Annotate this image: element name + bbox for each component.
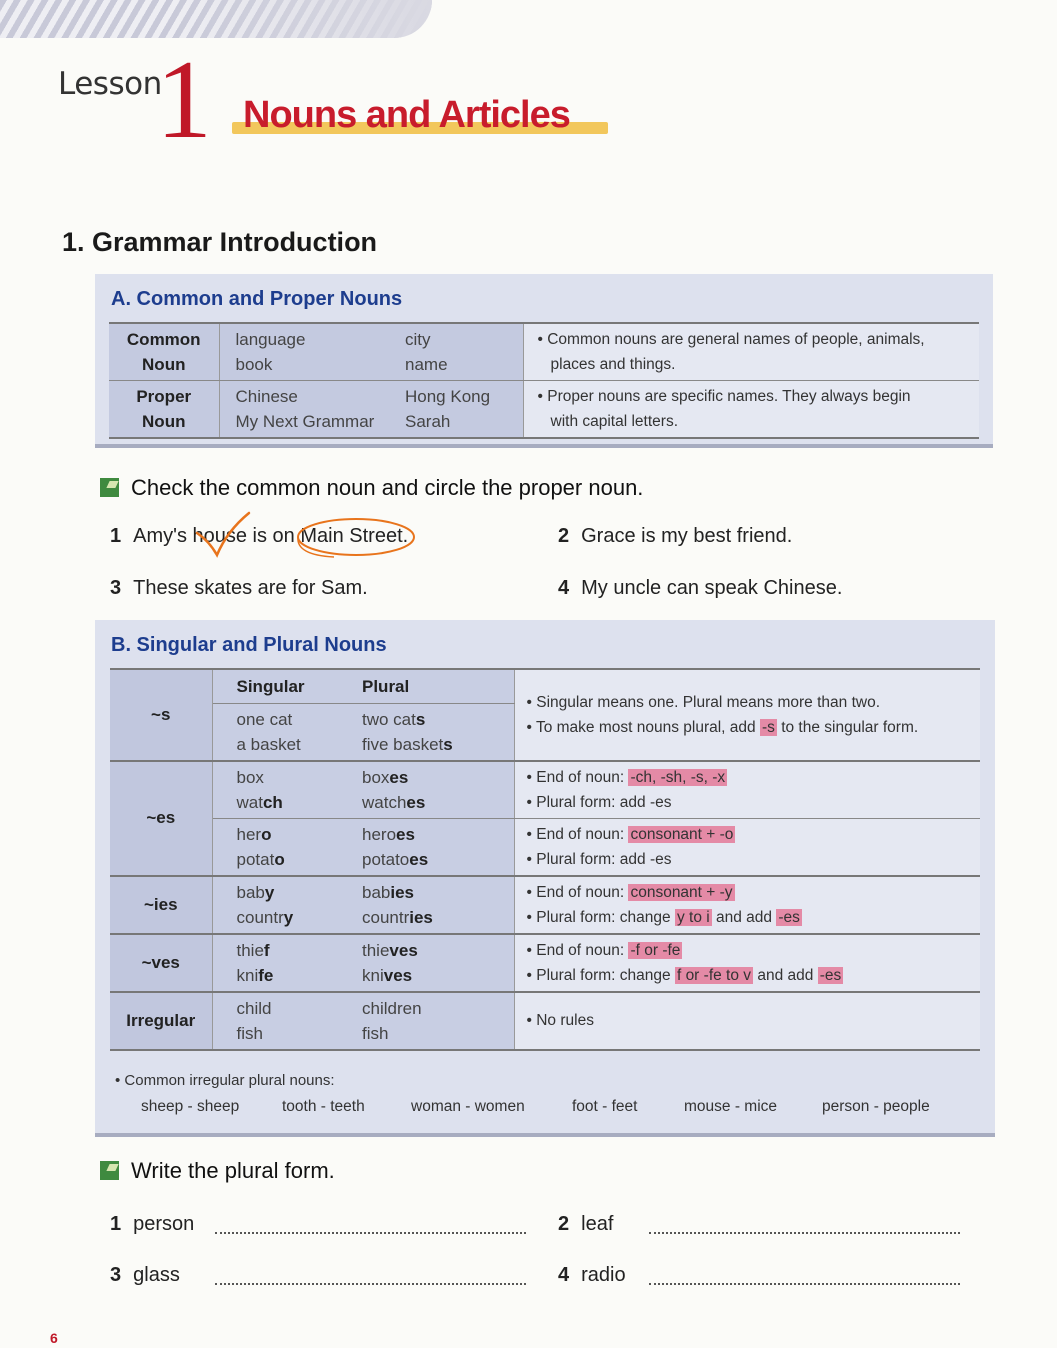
circle-mark-icon <box>294 515 418 563</box>
exercise-box-icon <box>100 478 119 497</box>
example-word: Chinese <box>235 387 298 406</box>
list-item: person - people <box>822 1098 930 1115</box>
lesson-title-block <box>232 94 608 138</box>
word: fish <box>236 1023 263 1043</box>
word: hero <box>362 824 397 844</box>
highlight: -ch, -sh, -s, -x <box>630 768 726 786</box>
word: watch <box>362 792 407 812</box>
rule-line: • Common nouns are general names of people, animals, <box>537 331 925 348</box>
exercise-2-item-4 <box>558 1264 626 1287</box>
word: child <box>236 998 272 1018</box>
list-item: sheep - sheep <box>141 1098 240 1115</box>
singular-plural-table <box>110 668 980 1051</box>
singular-cell <box>212 934 362 992</box>
lesson-title: Nouns and Articles <box>243 94 570 136</box>
word: kni <box>362 965 384 985</box>
highlight: -f or -fe <box>630 941 681 959</box>
word: radio <box>581 1264 626 1286</box>
sentence: These skates are for Sam. <box>133 577 368 599</box>
check-mark-icon <box>192 511 251 559</box>
answer-line[interactable] <box>649 1232 960 1234</box>
ending: ch <box>262 792 283 812</box>
word: her <box>236 824 262 844</box>
word: kni <box>236 965 259 985</box>
circled-word-text: Main Street <box>300 525 403 547</box>
rule-note <box>514 818 980 876</box>
top-decorative-band <box>0 0 432 38</box>
word: thie <box>362 940 390 960</box>
list-item: tooth - teeth <box>282 1098 365 1115</box>
rule-line: and add <box>753 966 818 984</box>
exercise-2-item-2 <box>558 1213 613 1236</box>
category-cell: ~es <box>110 761 212 876</box>
table-row <box>110 934 980 992</box>
word: bab <box>362 882 391 902</box>
rule-line: • Plural form: change <box>526 966 675 984</box>
common-proper-nouns-panel <box>95 274 993 448</box>
singular-cell <box>212 761 362 819</box>
ending: f <box>263 940 270 960</box>
plural-cell <box>362 703 514 761</box>
category-cell: ~s <box>110 669 212 761</box>
ending: ves <box>383 965 413 985</box>
irregular-list <box>141 1098 981 1122</box>
sentence-part: . <box>402 525 409 547</box>
exercise-box-icon <box>100 1161 119 1180</box>
rule-note <box>523 323 979 381</box>
circled-word <box>300 525 402 547</box>
panel-a-title: A. Common and Proper Nouns <box>111 288 403 310</box>
example-word: Hong Kong <box>405 387 491 406</box>
ending: o <box>261 824 272 844</box>
highlight: y to i <box>676 908 710 926</box>
column-header-singular: Singular <box>212 669 362 703</box>
rule-line: • Plural form: change <box>526 908 675 926</box>
exercise-1-heading <box>100 475 643 501</box>
list-item: foot - feet <box>572 1098 638 1115</box>
section-heading: 1. Grammar Introduction <box>62 227 378 257</box>
answer-line[interactable] <box>649 1283 960 1285</box>
word: glass <box>133 1264 180 1286</box>
ending: y <box>283 907 294 927</box>
ending: es <box>396 824 415 844</box>
lesson-number: 1 <box>156 38 212 162</box>
checked-word-text: house <box>192 525 247 547</box>
rule-line: • To make most nouns plural, add <box>526 718 760 736</box>
row-header-line: Noun <box>142 355 186 374</box>
rule-line: • End of noun: <box>526 825 629 843</box>
word: box <box>362 767 390 787</box>
highlight: consonant + -y <box>630 883 733 901</box>
sentence: My uncle can speak Chinese. <box>581 577 843 599</box>
exercise-1-item-1 <box>110 525 408 548</box>
highlight: consonant + -o <box>630 825 734 843</box>
example-cell <box>405 323 523 381</box>
rule-note <box>514 934 980 992</box>
checked-word <box>193 525 248 547</box>
row-header <box>109 381 219 439</box>
exercise-1-item-3 <box>110 577 368 600</box>
item-number: 4 <box>558 1264 570 1286</box>
sentence-part: is on <box>247 525 301 547</box>
highlight: -s <box>761 718 775 736</box>
ending: es <box>389 767 409 787</box>
word: fish <box>362 1023 389 1043</box>
rule-line: • End of noun: <box>526 883 629 901</box>
ending: ies <box>409 907 433 927</box>
word: two cat <box>362 709 416 729</box>
table-row <box>110 992 980 1050</box>
item-number: 1 <box>110 525 122 547</box>
word: children <box>362 998 422 1018</box>
ending: ies <box>390 882 415 902</box>
answer-line[interactable] <box>215 1283 526 1285</box>
category-cell: ~ies <box>110 876 212 934</box>
word: thie <box>236 940 264 960</box>
rule-note <box>514 761 980 819</box>
example-cell <box>405 381 523 439</box>
exercise-2-item-1 <box>110 1213 194 1236</box>
word: person <box>133 1213 195 1235</box>
word: a basket <box>236 734 301 754</box>
word: one cat <box>236 709 293 729</box>
example-word: name <box>405 355 448 374</box>
sentence: Grace is my best friend. <box>581 525 793 547</box>
ending: y <box>264 882 275 902</box>
table-row <box>110 876 980 934</box>
rule-line: • Plural form: add -es <box>526 793 672 811</box>
rule-line: • End of noun: <box>526 941 629 959</box>
rule-line: • Proper nouns are specific names. They always begin <box>537 388 911 405</box>
word: box <box>236 767 264 787</box>
singular-cell <box>212 818 362 876</box>
rule-line: • End of noun: <box>526 768 629 786</box>
item-number: 4 <box>558 577 570 599</box>
category-cell: ~ves <box>110 934 212 992</box>
highlight: -es <box>819 966 842 984</box>
example-word: My Next Grammar <box>235 412 375 431</box>
irregular-intro: • Common irregular plural nouns: <box>115 1072 335 1089</box>
list-item: woman - women <box>411 1098 525 1115</box>
table-row <box>109 381 979 439</box>
lesson-word: Lesson <box>58 66 162 102</box>
rule-note <box>514 669 980 761</box>
row-header-line: Proper <box>136 387 192 406</box>
plural-cell <box>362 992 514 1050</box>
rule-line: with capital letters. <box>550 413 678 430</box>
item-number: 3 <box>110 1264 122 1286</box>
ending: s <box>415 709 426 729</box>
word: potato <box>362 849 410 869</box>
example-word: book <box>235 355 273 374</box>
rule-line: and add <box>711 908 777 926</box>
answer-line[interactable] <box>215 1232 526 1234</box>
table-row <box>110 761 980 819</box>
ending: es <box>409 849 429 869</box>
item-number: 3 <box>110 577 122 599</box>
exercise-1-item-4 <box>558 577 842 600</box>
exercise-2-instruction: Write the plural form. <box>131 1158 335 1183</box>
table-row <box>109 323 979 381</box>
word: wat <box>236 792 263 812</box>
singular-cell <box>212 876 362 934</box>
rule-line: to the singular form. <box>776 718 919 736</box>
exercise-1-instruction: Check the common noun and circle the proper noun. <box>131 475 644 500</box>
common-proper-table <box>109 322 979 439</box>
singular-cell <box>212 703 362 761</box>
sentence-part: Amy's <box>133 525 193 547</box>
exercise-2-item-3 <box>110 1264 180 1287</box>
plural-cell <box>362 761 514 819</box>
plural-cell <box>362 934 514 992</box>
column-header-plural: Plural <box>362 669 514 703</box>
word: potat <box>236 849 275 869</box>
category-cell: Irregular <box>110 992 212 1050</box>
rule-note <box>514 876 980 934</box>
rule-line: places and things. <box>550 356 676 373</box>
highlight: f or -fe to v <box>676 966 752 984</box>
table-row <box>110 669 980 703</box>
item-number: 1 <box>110 1213 122 1235</box>
word: leaf <box>581 1213 614 1235</box>
ending: fe <box>258 965 274 985</box>
row-header-line: Common <box>126 330 201 349</box>
item-number: 2 <box>558 525 570 547</box>
word: countr <box>362 907 410 927</box>
exercise-1-item-2 <box>558 525 792 548</box>
item-number: 2 <box>558 1213 570 1235</box>
page-number: 6 <box>50 1330 58 1346</box>
table-row <box>110 818 980 876</box>
singular-cell <box>212 992 362 1050</box>
example-cell <box>219 323 405 381</box>
word: five basket <box>362 734 444 754</box>
plural-cell <box>362 818 514 876</box>
highlight: -es <box>778 908 800 926</box>
example-word: city <box>405 330 431 349</box>
rule-line: • Singular means one. Plural means more than two. <box>526 693 880 711</box>
row-header <box>109 323 219 381</box>
rule-line: • Plural form: add -es <box>526 850 672 868</box>
list-item: mouse - mice <box>684 1098 778 1115</box>
example-word: language <box>235 330 306 349</box>
ending: ves <box>389 940 418 960</box>
ending: o <box>274 849 285 869</box>
example-word: Sarah <box>405 412 451 431</box>
singular-plural-panel <box>95 620 995 1137</box>
ending: es <box>406 792 426 812</box>
rule-note <box>523 381 979 439</box>
row-header-line: Noun <box>142 412 186 431</box>
ending: s <box>443 734 453 754</box>
panel-b-title: B. Singular and Plural Nouns <box>111 634 387 656</box>
plural-cell <box>362 876 514 934</box>
example-cell <box>219 381 405 439</box>
exercise-2-heading <box>100 1158 335 1184</box>
word: countr <box>236 907 284 927</box>
word: bab <box>236 882 265 902</box>
rule-note: • No rules <box>514 992 980 1050</box>
